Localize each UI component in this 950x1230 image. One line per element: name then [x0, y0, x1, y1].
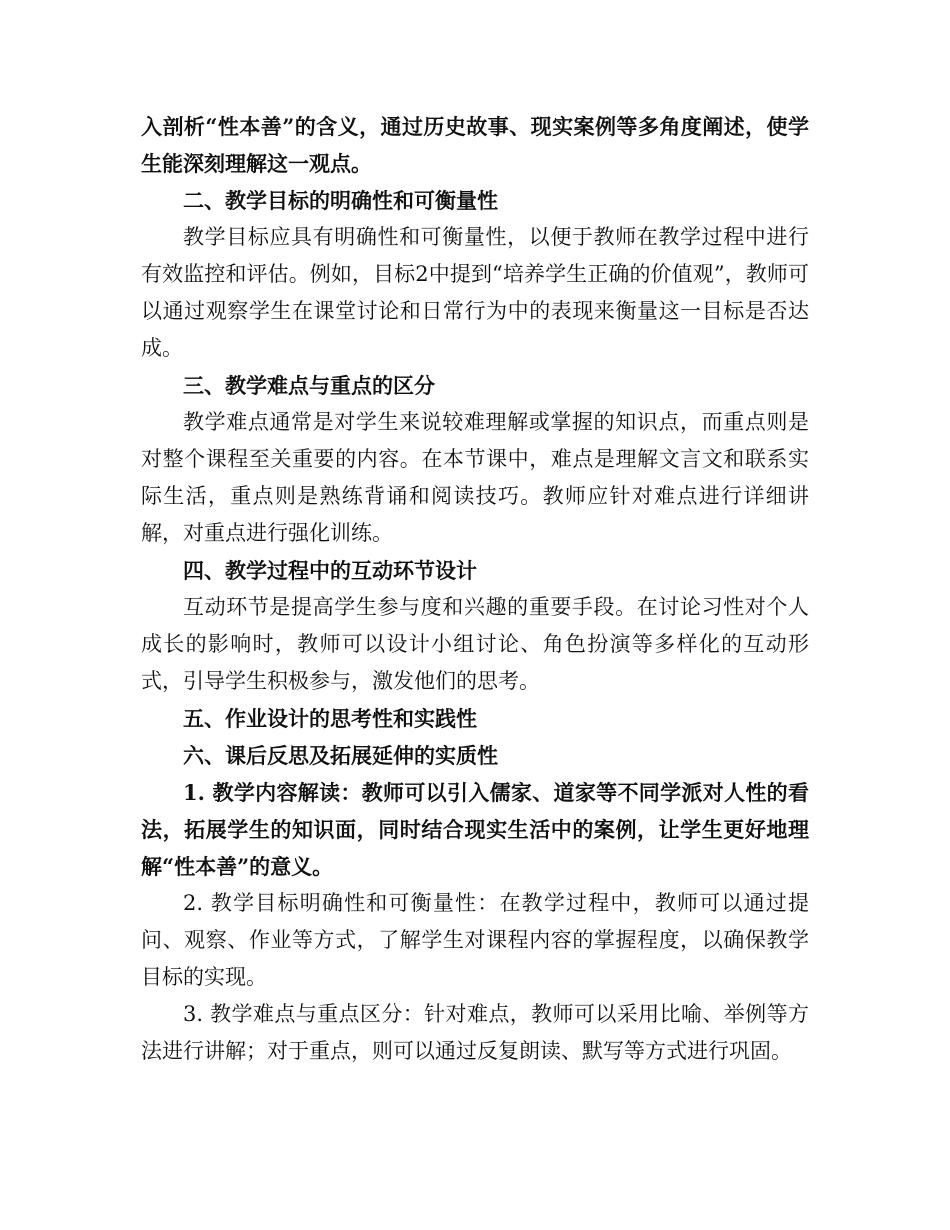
section-heading-3: 三、教学难点与重点的区分: [183, 373, 435, 398]
intro-continuation-paragraph: 入剖析“性本善”的含义，通过历史故事、现实案例等多角度阐述，使学生能深刻理解这一观点。: [141, 114, 809, 176]
section-paragraph-4: 互动环节是提高学生参与度和兴趣的重要手段。在讨论习性对个人成长的影响时，教师可以设计小组讨论、角色扮演等多样化的互动形式，引导学生积极参与，激发他们的思考。: [141, 595, 809, 693]
document-body: [141, 108, 809, 1070]
section-paragraph-2: 教学目标应具有明确性和可衡量性，以便于教师在教学过程中进行有效监控和评估。例如，目标2中提到“培养学生正确的价值观”，教师可以通过观察学生在课堂讨论和日常行为中的表现来衡量这一目标是否达成。: [141, 225, 809, 360]
section-heading-5: 五、作业设计的思考性和实践性: [183, 706, 477, 731]
section-heading-4: 四、教学过程中的互动环节设计: [183, 558, 477, 583]
reflection-item-2: 2. 教学目标明确性和可衡量性：在教学过程中，教师可以通过提问、观察、作业等方式，了解学生对课程内容的掌握程度，以确保教学目标的实现。: [141, 891, 809, 989]
section-paragraph-3: 教学难点通常是对学生来说较难理解或掌握的知识点，而重点则是对整个课程至关重要的内容。在本节课中，难点是理解文言文和联系实际生活，重点则是熟练背诵和阅读技巧。教师应针对难点进行详细讲解，对重点进行强化训练。: [141, 410, 809, 545]
reflection-item-3: 3. 教学难点与重点区分：针对难点，教师可以采用比喻、举例等方法进行讲解；对于重点，则可以通过反复朗读、默写等方式进行巩固。: [141, 1002, 809, 1063]
section-heading-2: 二、教学目标的明确性和可衡量性: [183, 188, 498, 213]
section-heading-6: 六、课后反思及拓展延伸的实质性: [183, 743, 498, 768]
reflection-item-1: 1. 教学内容解读：教师可以引入儒家、道家等不同学派对人性的看法，拓展学生的知识面，同时结合现实生活中的案例，让学生更好地理解“性本善”的意义。: [141, 780, 809, 879]
